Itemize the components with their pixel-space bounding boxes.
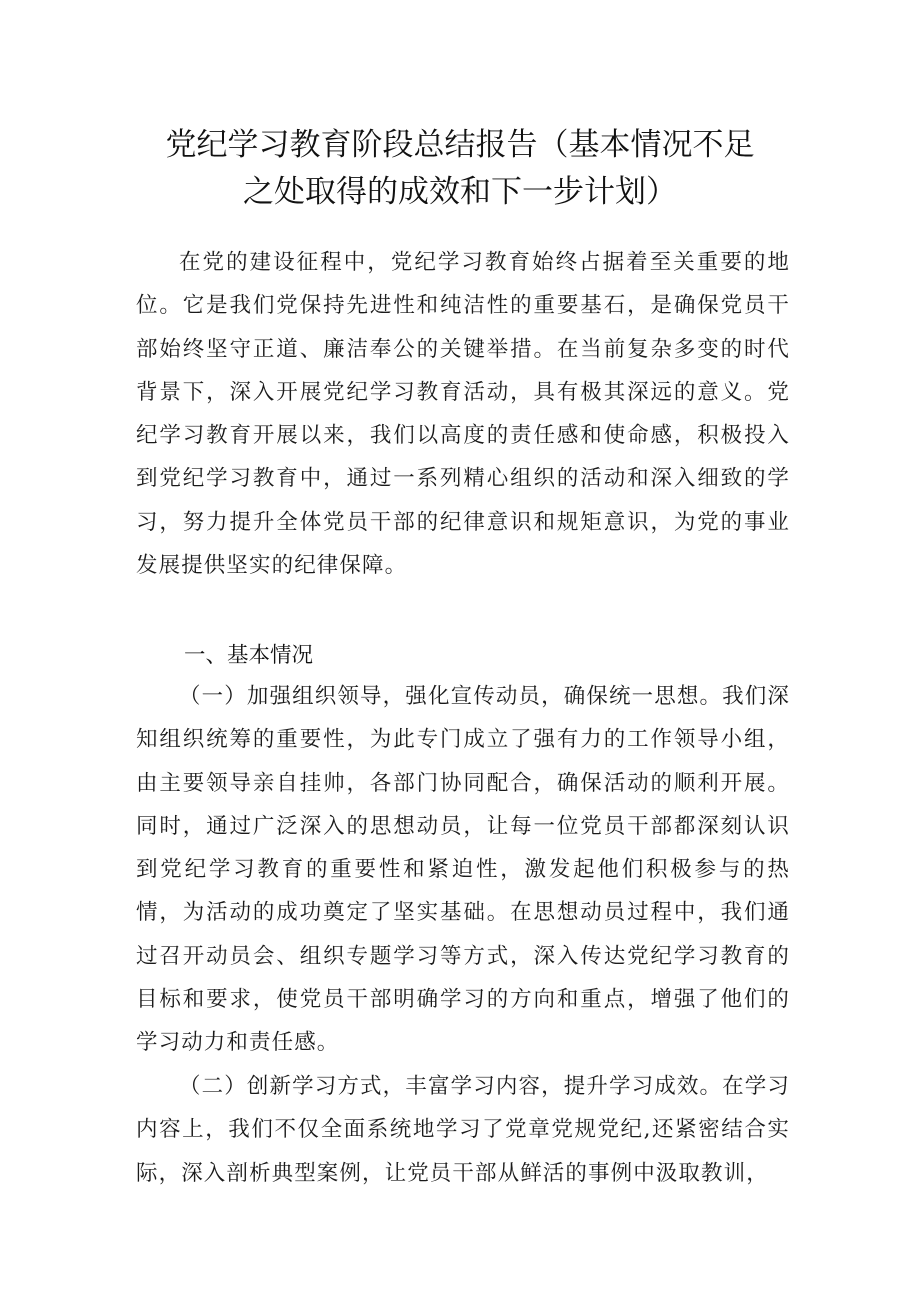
intro-paragraph: 在党的建设征程中，党纪学习教育始终占据着至关重要的地位。它是我们党保持先进性和纯洁性的重要基石，是确保党员干部始终坚守正道、廉洁奉公的关键举措。在当前复杂多变的时代背景下，深入开展党纪学习教育活动，具有极其深远的意义。党纪学习教育开展以来，我们以高度的责任感和使命感，积极投入到党纪学习教育中，通过一系列精心组织的活动和深入细致的学习，努力提升全体党员干部的纪律意识和规矩意识，为党的事业发展提供坚实的纪律保障。 [136,250,790,579]
section-heading-basic-situation: 一、基本情况 [184,643,314,668]
section1-paragraph-2: （二）创新学习方式，丰富学习内容，提升学习成效。在学习内容上，我们不仅全面系统地学习了党章党规党纪,还紧密结合实际，深入剖析典型案例，让党员干部从鲜活的事例中汲取教训， [136,1074,790,1186]
title-line-2: 之处取得的成效和下一步计划） [243,174,677,210]
document-title [120,122,800,216]
section1-paragraph-1: （一）加强组织领导，强化宣传动员，确保统一思想。我们深知组织统筹的重要性，为此专门成立了强有力的工作领导小组，由主要领导亲自挂帅，各部门协同配合，确保活动的顺利开展。同时，通过广泛深入的思想动员，让每一位党员干部都深刻认识到党纪学习教育的重要性和紧迫性，激发起他们积极参与的热情，为活动的成功奠定了坚实基础。在思想动员过程中，我们通过召开动员会、组织专题学习等方式，深入传达党纪学习教育的目标和要求，使党员干部明确学习的方向和重点，增强了他们的学习动力和责任感。 [136,684,790,1056]
title-line-1: 党纪学习教育阶段总结报告（基本情况不足 [165,127,755,163]
